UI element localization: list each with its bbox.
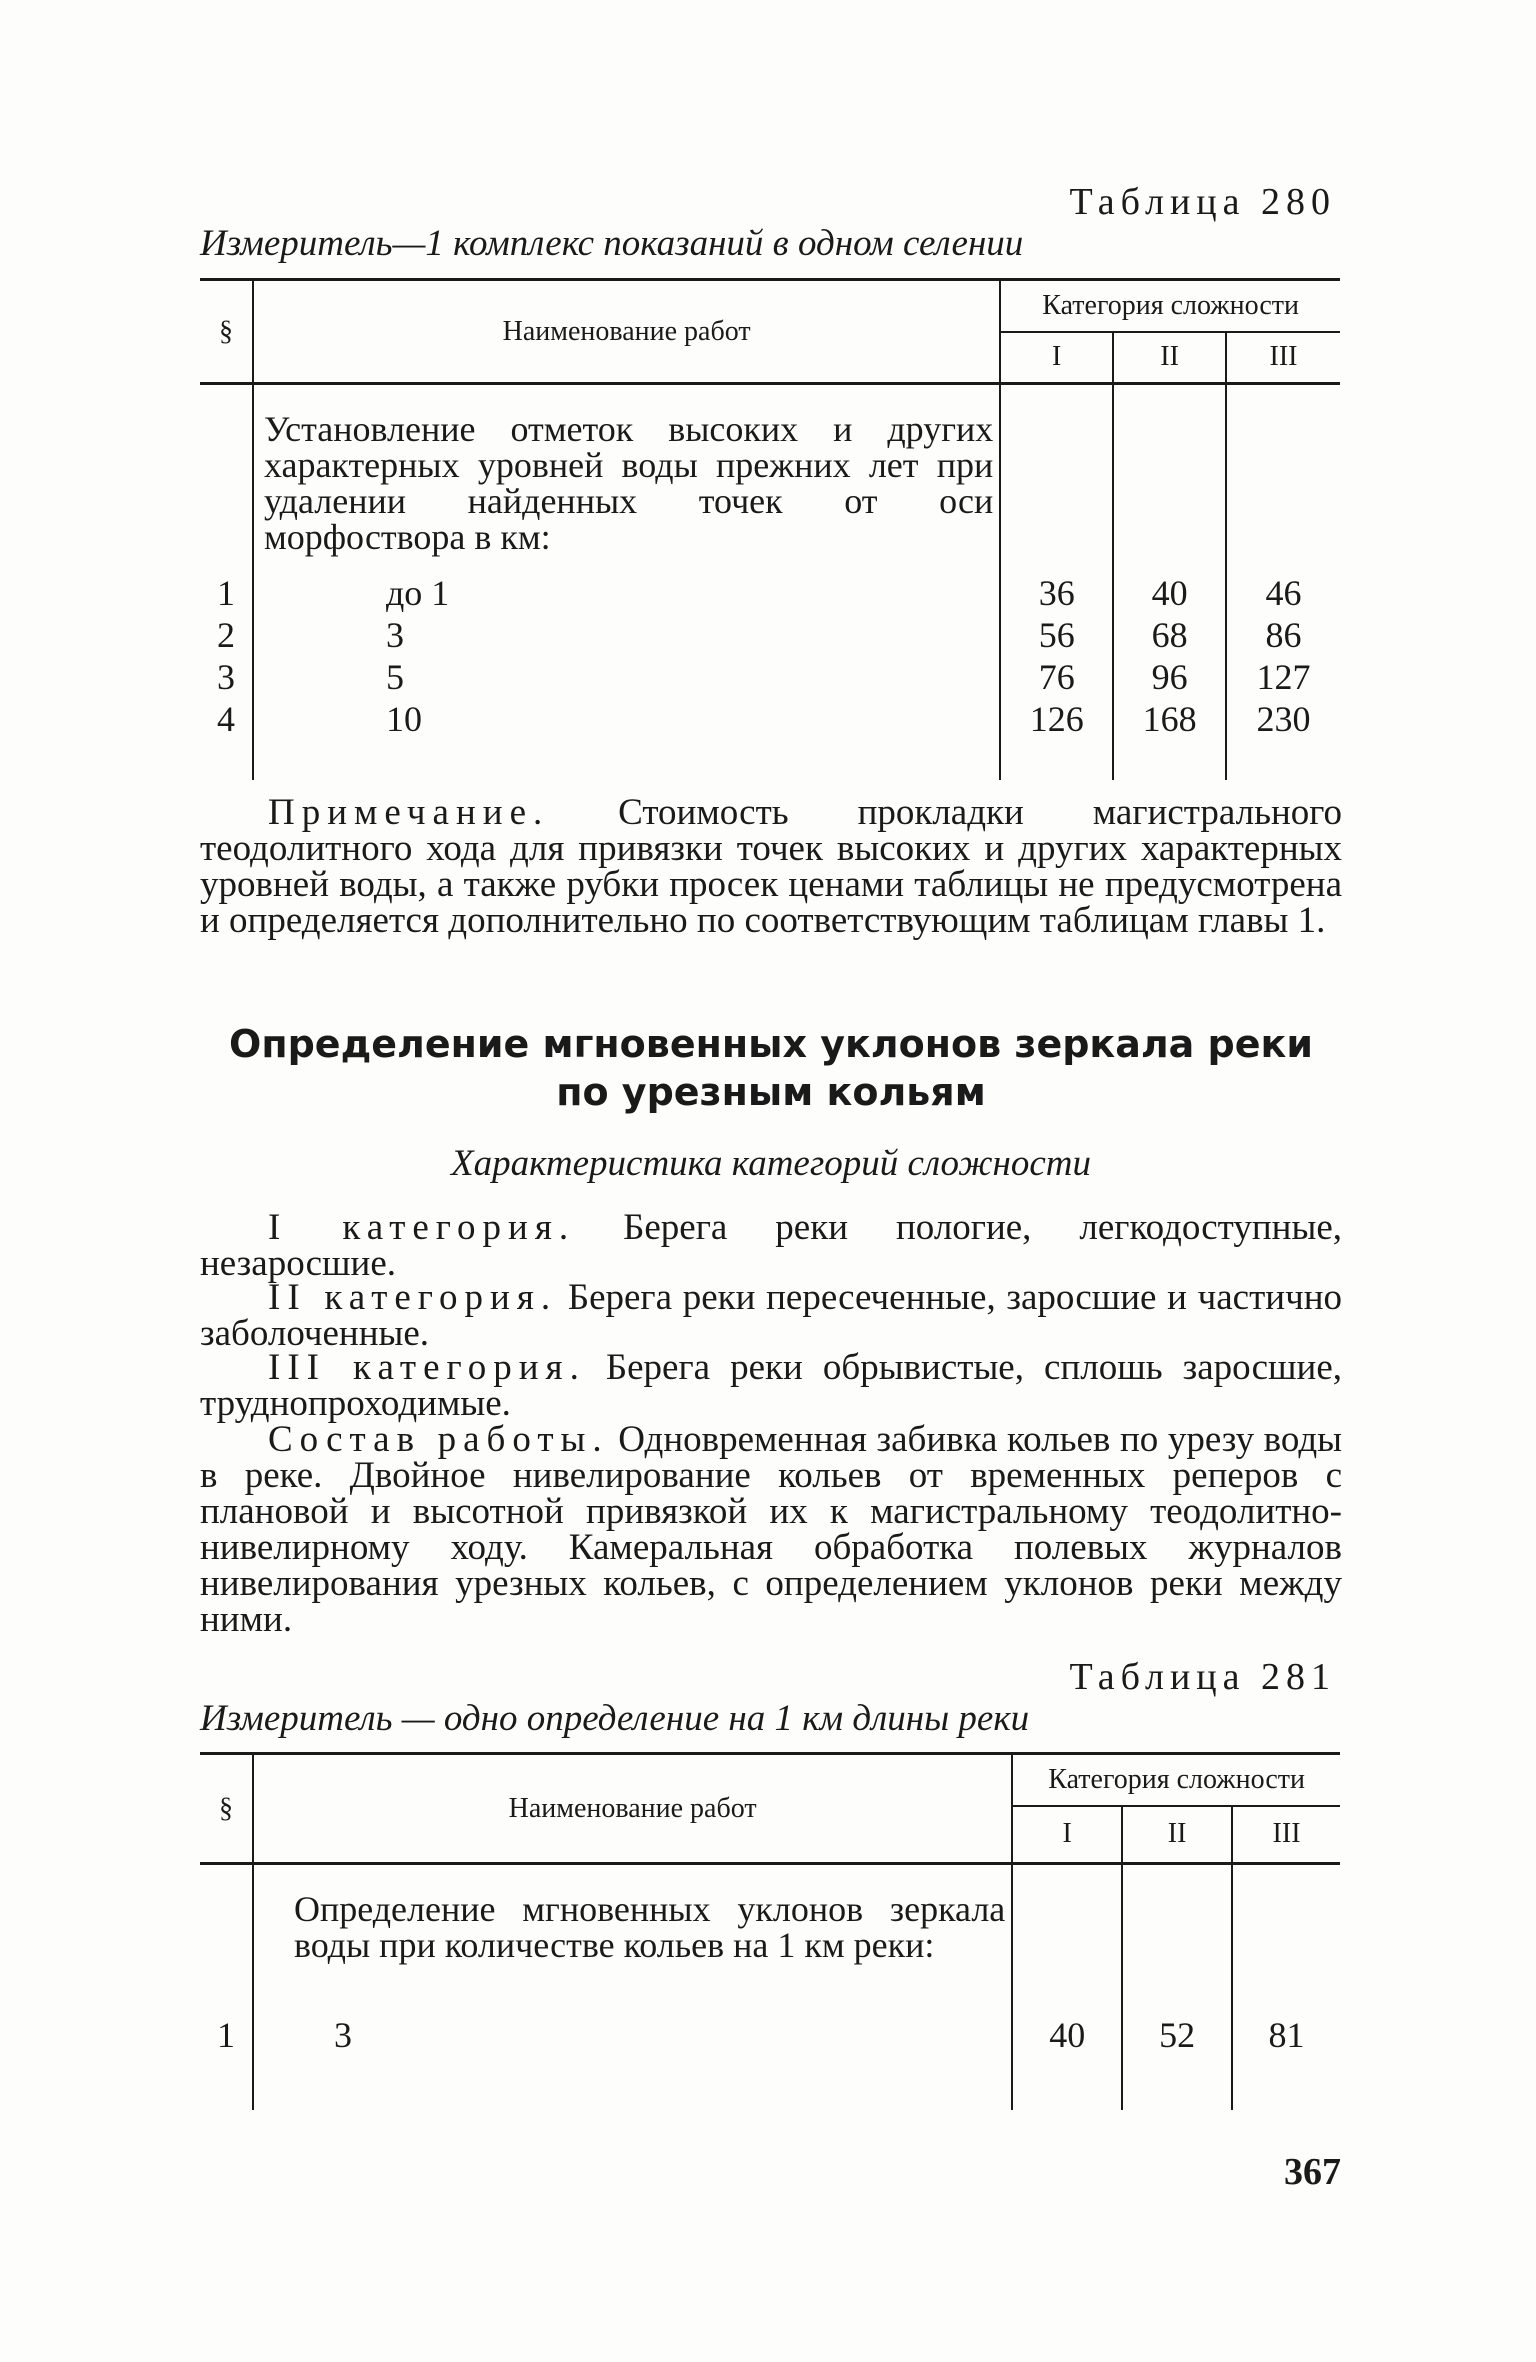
- table-280-caption: Таблица 280: [1069, 181, 1336, 223]
- cell-cat-2: 52: [1122, 2014, 1232, 2056]
- category-2-label: II категория.: [268, 1277, 558, 1318]
- category-1-label: I категория.: [268, 1207, 576, 1248]
- category-3-paragraph: [200, 1347, 1342, 1424]
- cell-cat-1: 40: [1012, 2014, 1122, 2056]
- table-280-head-section: §: [218, 315, 233, 347]
- category-3-label: III категория.: [268, 1347, 586, 1388]
- table-280-head-cat-3: III: [1226, 332, 1340, 384]
- row-label: 3: [253, 2014, 1012, 2056]
- note-text: Стоимость прокладки магистрального теодолитного хода для привязки точек высоких и других характерных уровней воды, а также рубки просек ценами таблицы не предусмотрена и определяется дополнительно по соответствующим таблицам главы 1.: [200, 792, 1342, 941]
- table-280-head-cat-2: II: [1113, 332, 1226, 384]
- row-label: 10: [253, 698, 1000, 740]
- table-row: [200, 2014, 1340, 2056]
- row-number: 1: [216, 572, 235, 613]
- table-280: [200, 278, 1340, 780]
- section-heading: Определение мгновенных уклонов зеркала реки по урезным кольям: [229, 1022, 1313, 1114]
- category-3-text: Берега реки обрывистые, сплошь заросшие, труднопроходимые.: [200, 1347, 1342, 1424]
- cell-cat-1: 36: [1000, 572, 1113, 614]
- cell-cat-3: 46: [1226, 572, 1340, 614]
- cell-cat-2: 68: [1113, 614, 1226, 656]
- work-composition-label: Состав работы.: [268, 1419, 609, 1460]
- table-row: [200, 656, 1340, 698]
- table-280-head-category: Категория сложности: [1000, 280, 1340, 332]
- row-label: 5: [253, 656, 1000, 698]
- table-281-measure: Измеритель — одно определение на 1 км длины реки: [200, 1698, 1030, 1739]
- cell-cat-2: 40: [1113, 572, 1226, 614]
- table-280-head-cat-1: I: [1000, 332, 1113, 384]
- table-281-caption: Таблица 281: [1069, 1656, 1336, 1698]
- cell-cat-1: 76: [1000, 656, 1113, 698]
- row-number: 4: [216, 698, 235, 739]
- category-2-paragraph: [200, 1277, 1342, 1354]
- table-281-head-cat-1: I: [1012, 1806, 1122, 1864]
- table-281-head-section: §: [218, 1792, 233, 1824]
- table-280-measure: Измеритель—1 комплекс показаний в одном селении: [200, 223, 1024, 264]
- table-280-head-name: Наименование работ: [253, 280, 1000, 384]
- cell-cat-2: 96: [1113, 656, 1226, 698]
- table-row: [200, 698, 1340, 740]
- section-subheading: Характеристика категорий сложности: [450, 1143, 1092, 1184]
- cell-cat-3: 230: [1226, 698, 1340, 740]
- row-number: 3: [216, 656, 235, 697]
- work-composition-paragraph: [200, 1419, 1343, 1640]
- cell-cat-1: 56: [1000, 614, 1113, 656]
- category-2-text: Берега реки пересеченные, заросшие и частично заболоченные.: [200, 1277, 1342, 1354]
- table-row: [200, 572, 1340, 614]
- row-label: до 1: [253, 572, 1000, 614]
- table-281-head-cat-2: II: [1122, 1806, 1232, 1864]
- work-composition-text: Одновременная забивка кольев по урезу воды в реке. Двойное нивелирование кольев от временных реперов с плановой и высотной привязкой их к магистральному теодолитно-нивелирному ходу. Камеральная обработка полевых журналов нивелирования урезных кольев, с определением уклонов реки между ними.: [200, 1419, 1343, 1640]
- table-281-head-category: Категория сложности: [1012, 1754, 1340, 1806]
- table-281-head-name: Наименование работ: [253, 1754, 1012, 1864]
- cell-cat-3: 127: [1226, 656, 1340, 698]
- category-1-paragraph: [200, 1207, 1342, 1284]
- page-number: 367: [1284, 2151, 1341, 2193]
- row-number: 2: [216, 614, 235, 655]
- table-row: [200, 614, 1340, 656]
- row-label: 3: [253, 614, 1000, 656]
- category-1-text: Берега реки пологие, легкодоступные, незаросшие.: [200, 1207, 1342, 1284]
- table-281-head-cat-3: III: [1232, 1806, 1340, 1864]
- cell-cat-3: 81: [1232, 2014, 1340, 2056]
- note-paragraph: [200, 792, 1342, 941]
- cell-cat-3: 86: [1226, 614, 1340, 656]
- row-number: 1: [216, 2014, 235, 2055]
- cell-cat-1: 126: [1000, 698, 1113, 740]
- note-label: Примечание.: [268, 792, 550, 833]
- table-280-description: Установление отметок высоких и других характерных уровней воды прежних лет при удалении найденных точек от оси морфоствора в км:: [253, 384, 1000, 572]
- table-281-description: Определение мгновенных уклонов зеркала воды при количестве кольев на 1 км реки:: [253, 1864, 1012, 2014]
- cell-cat-2: 168: [1113, 698, 1226, 740]
- table-281: [200, 1752, 1340, 2110]
